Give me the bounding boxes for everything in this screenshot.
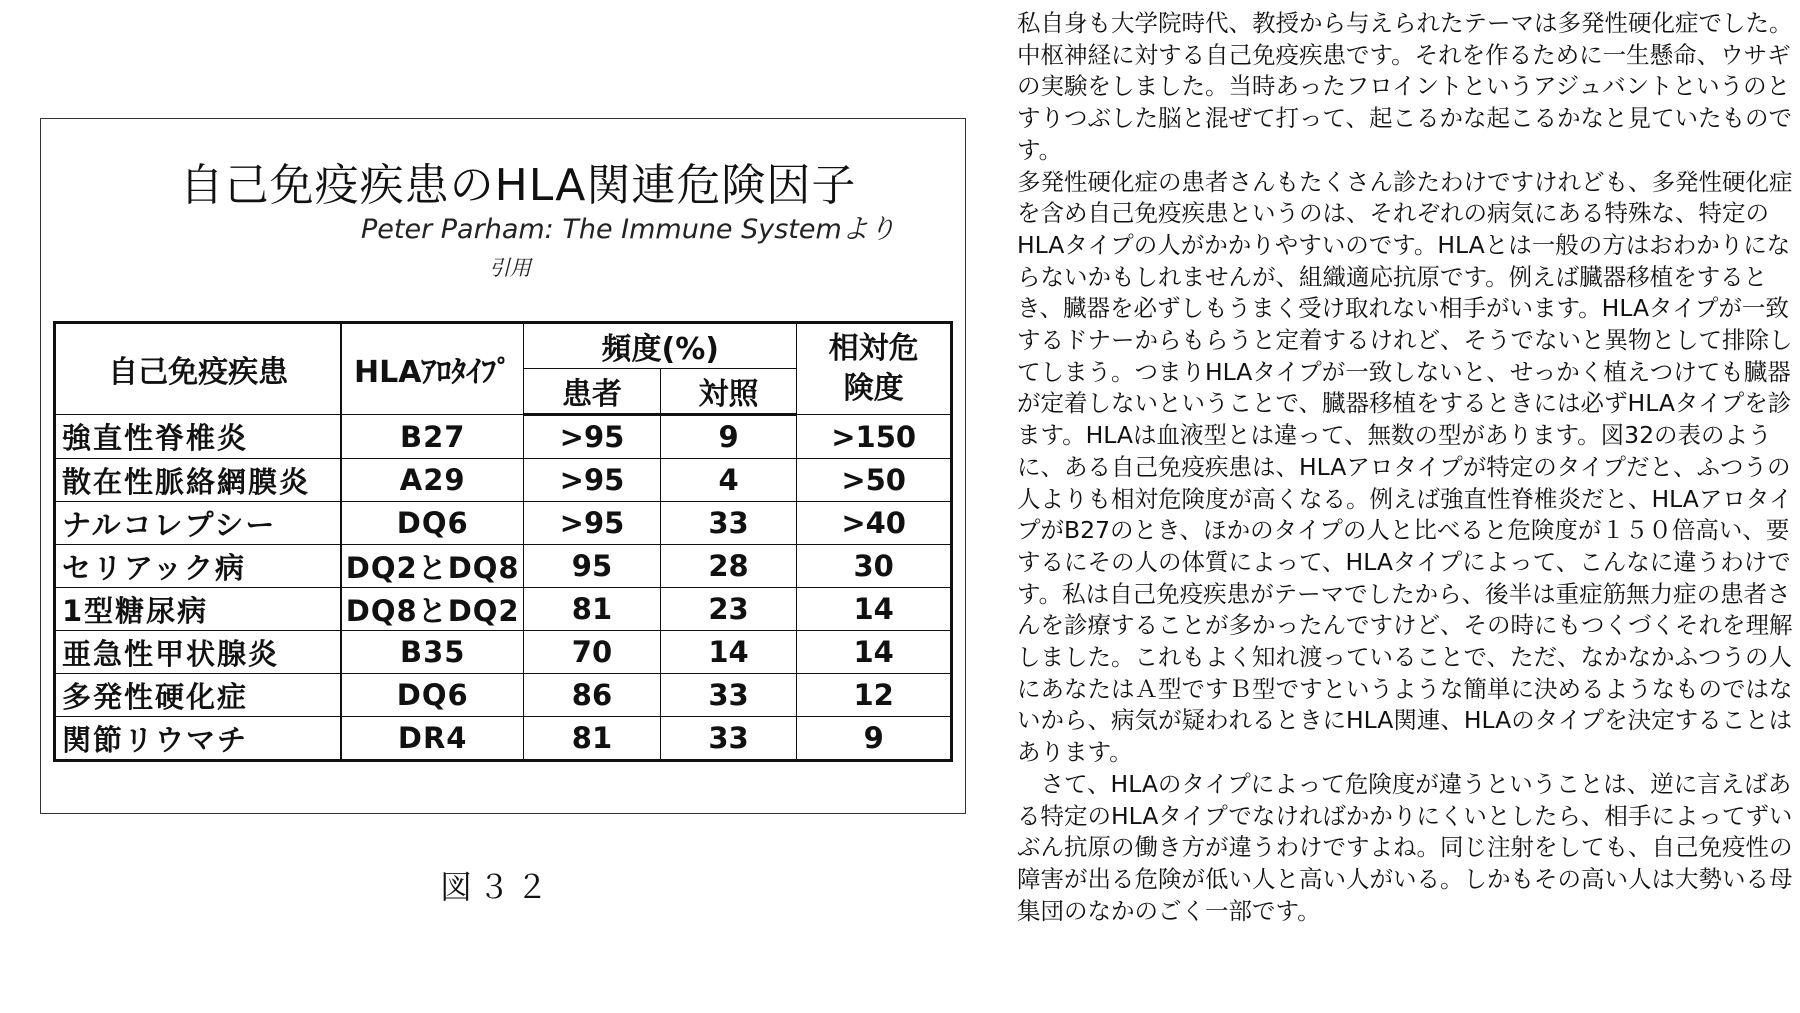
relative-risk: 14: [797, 631, 952, 674]
hla-allotype: DR4: [341, 717, 523, 761]
table-row: [55, 588, 952, 631]
hla-allotype: A29: [341, 459, 523, 502]
slide-title: 自己免疫疾患のHLA関連危険因子: [179, 160, 857, 211]
citation-line-1: Peter Parham: The Immune Systemより: [361, 214, 896, 245]
body-paragraph-2: 多発性硬化症の患者さんもたくさん診たわけですけれども、多発性硬化症を含め自己免疫疾患というのは、それぞれの病気にある特殊な、特定のHLAタイプの人がかかりやすいのです。HLAとは一般の方はおわかりにならないかもしれませんが、組織適応抗原です。例えば臓器移植をするとき、臓器を必ずしもうまく受け取れない相手がいます。HLAタイプが一致するドナーからもらうと定着するけれど、そうでないと異物として排除してしまう。つまりHLAタイプが一致しないと、せっかく植えつけても臓器が定着しないということで、臓器移植をするときには必ずHLAタイプを診ます。HLAは血液型とは違って、無数の型があります。図32の表のように、ある自己免疫疾患は、HLAアロタイプが特定のタイプだと、ふつうの人よりも相対危険度が高くなる。例えば強直性脊椎炎だと、HLAアロタイプがB27のとき、ほかのタイプの人と比べると危険度が１５０倍高い、要するにその人の体質によって、HLAタイプによって、こんなに違うわけです。私は自己免疫疾患がテーマでしたから、後半は重症筋無力症の患者さんを診療することが多かったんですけど、その時にもつくづくそれを理解しました。これもよく知れ渡っていることで、ただ、なかなかふつうの人にあなたはＡ型ですＢ型ですというような簡単に決めるようなものではないから、病気が疑われるときにHLA関連、HLAのタイプを決定することはあります。: [1017, 167, 1793, 767]
header-disease: 自己免疫疾患: [55, 323, 342, 415]
patients-frequency: >95: [524, 415, 661, 459]
control-frequency: 23: [660, 588, 797, 631]
body-paragraph-1: 私自身も大学院時代、教授から与えられたテーマは多発性硬化症でした。中枢神経に対する自己免疫疾患です。それを作るために一生懸命、ウサギの実験をしました。当時あったフロイントというアジュバントというのとすりつぶした脳と混ぜて打って、起こるかな起こるかなと見ていたものです。: [1017, 9, 1793, 164]
hla-allotype: B35: [341, 631, 523, 674]
disease-name: 多発性硬化症: [55, 674, 342, 717]
table-row: [55, 415, 952, 459]
control-frequency: 33: [660, 502, 797, 545]
patients-frequency: 81: [524, 588, 661, 631]
patients-frequency: 86: [524, 674, 661, 717]
relative-risk: 9: [797, 717, 952, 761]
figure-caption: 図３２: [440, 868, 555, 906]
header-hla-allotype: HLAｱﾛﾀｲﾌﾟ: [341, 323, 523, 415]
control-frequency: 14: [660, 631, 797, 674]
relative-risk: >150: [797, 415, 952, 459]
hla-allotype: DQ2とDQ8: [341, 545, 523, 588]
citation-line-2: 引用: [489, 256, 531, 280]
header-relative-risk: 相対危険度: [797, 323, 952, 415]
disease-name: 亜急性甲状腺炎: [55, 631, 342, 674]
disease-name: 関節リウマチ: [55, 717, 342, 761]
relative-risk: 30: [797, 545, 952, 588]
hla-allotype: DQ6: [341, 502, 523, 545]
patients-frequency: 81: [524, 717, 661, 761]
patients-frequency: >95: [524, 502, 661, 545]
hla-allotype: DQ6: [341, 674, 523, 717]
control-frequency: 33: [660, 717, 797, 761]
disease-name: 強直性脊椎炎: [55, 415, 342, 459]
slide-citation: [361, 211, 921, 287]
table-row: [55, 545, 952, 588]
disease-name: 1型糖尿病: [55, 588, 342, 631]
table-row: [55, 502, 952, 545]
relative-risk: >50: [797, 459, 952, 502]
disease-name: ナルコレプシー: [55, 502, 342, 545]
table-row: [55, 631, 952, 674]
table-row: [55, 674, 952, 717]
table-row: [55, 459, 952, 502]
relative-risk: >40: [797, 502, 952, 545]
body-paragraph-3: さて、HLAのタイプによって危険度が違うということは、逆に言えばある特定のHLAタイプでなければかかりにくいとしたら、相手によってずいぶん抗原の働き方が違うわけですよね。同じ注射をしても、自己免疫性の障害が出る危険が低い人と高い人がいる。しかもその高い人は大勢いる母集団のなかのごく一部です。: [1017, 769, 1793, 925]
table-row: [55, 717, 952, 761]
control-frequency: 28: [660, 545, 797, 588]
header-frequency: 頻度(%): [524, 323, 797, 369]
disease-name: 散在性脈絡網膜炎: [55, 459, 342, 502]
hla-allotype: DQ8とDQ2: [341, 588, 523, 631]
patients-frequency: 95: [524, 545, 661, 588]
body-text: [1017, 8, 1797, 927]
header-patients: 患者: [524, 369, 661, 415]
slide-figure: [40, 118, 966, 814]
relative-risk: 14: [797, 588, 952, 631]
hla-allotype: B27: [341, 415, 523, 459]
patients-frequency: >95: [524, 459, 661, 502]
patients-frequency: 70: [524, 631, 661, 674]
disease-name: セリアック病: [55, 545, 342, 588]
hla-risk-table: [53, 321, 953, 762]
control-frequency: 9: [660, 415, 797, 459]
control-frequency: 4: [660, 459, 797, 502]
control-frequency: 33: [660, 674, 797, 717]
relative-risk: 12: [797, 674, 952, 717]
header-control: 対照: [660, 369, 797, 415]
